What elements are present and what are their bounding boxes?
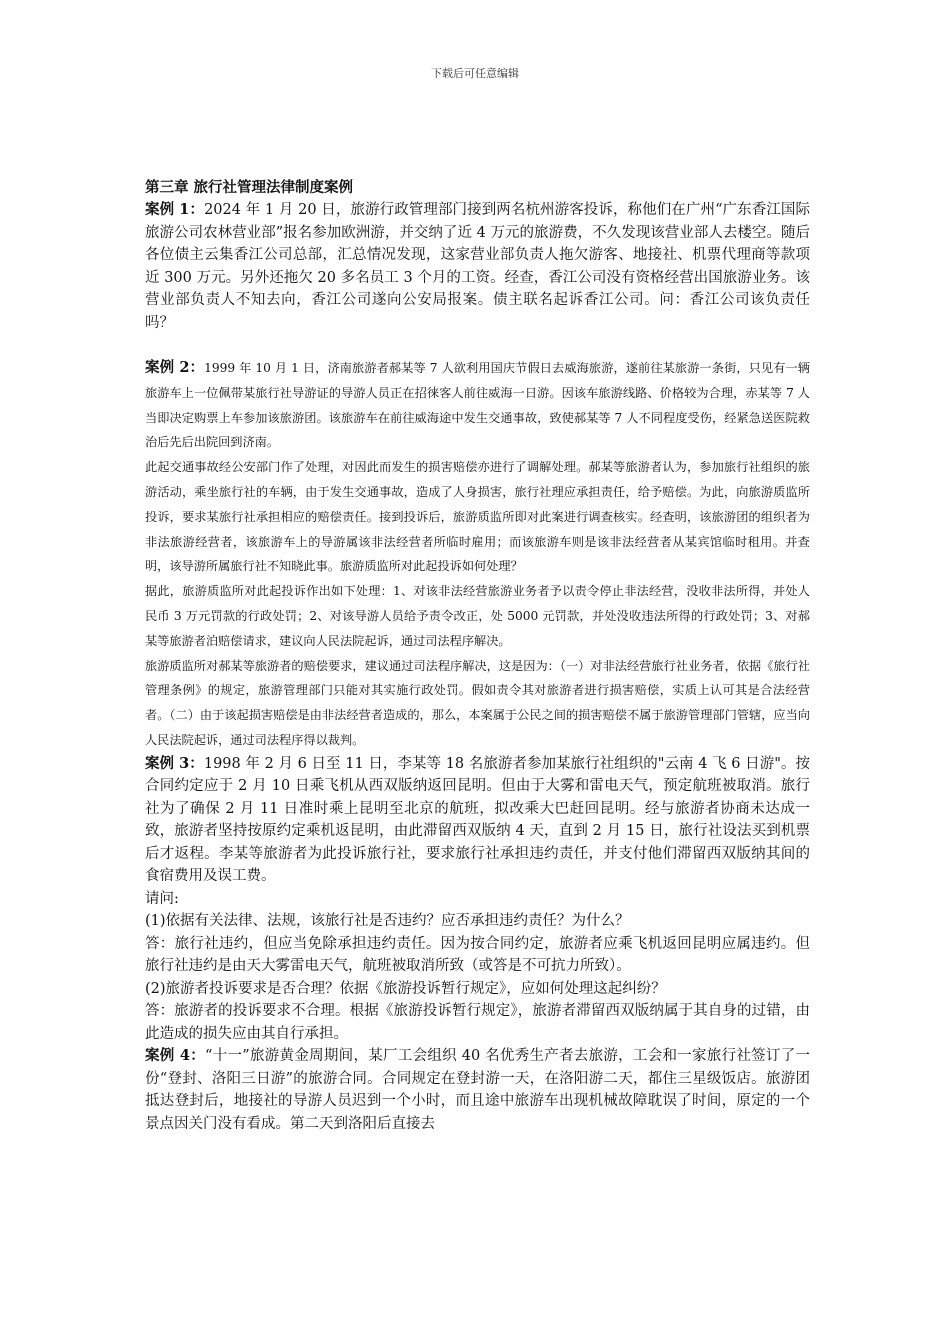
case-2-paragraph-1	[145, 356, 810, 455]
paragraph-gap	[145, 334, 810, 356]
case-3-label: 案例 3：	[145, 754, 204, 772]
case-3-question-2: (2)旅游者投诉要求是否合理？依据《旅游投诉暂行规定》，应如何处理这起纠纷？	[145, 980, 666, 997]
case-2-label: 案例 2：	[145, 359, 205, 376]
case-1-text: 2024 年 1 月 20 日，旅游行政管理部门接到两名杭州游客投诉，称他们在广州“广东香江国际旅游公司农林营业部”报名参加欧洲游，并交纳了近 4 万元的旅游费，不久发现该营业部人去楼空。随后各位债主云集香江公司总部，汇总情况发现，这家营业部负责人拖欠游客、地接社、机票代理商等款项近 300 万元。另外还拖欠 20 多名员工 3 个月的工资。经查，香江公司没有资格经营出国旅游业务。该营业部负责人不知去向，香江公司遂向公安局报案。债主联名起诉香江公司。问：香江公司该负责任吗？	[145, 202, 810, 331]
case-3-answer-2: 答：旅游者的投诉要求不合理。根据《旅游投诉暂行规定》，旅游者滞留西双版纳属于其自身的过错，由此造成的损失应由其自行承担。	[145, 1003, 810, 1042]
case-2-paragraph-2: 此起交通事故经公安部门作了处理，对因此而发生的损害赔偿亦进行了调解处理。郝某等旅游者认为，参加旅行社组织的旅游活动，乘坐旅行社的车辆，由于发生交通事故，造成了人身损害，旅行社理应承担责任，给予赔偿。为此，向旅游质监所投诉，要求某旅行社承担相应的赔偿责任。接到投诉后，旅游质监所即对此案进行调查核实。经查明，该旅游团的组织者为非法旅游经营者，该旅游车上的导游属该非法经营者所临时雇用；而该旅游车则是该非法经营者从某宾馆临时租用。并查明，该导游所属旅行社不知晓此事。旅游质监所对此起投诉如何处理？	[145, 460, 810, 574]
case-1-label: 案例 1：	[145, 201, 205, 218]
chapter-title: 第三章 旅行社管理法律制度案例	[145, 179, 354, 196]
case-3	[145, 753, 810, 888]
page-header: 下载后可任意编辑	[431, 67, 519, 80]
case-2-paragraph-4: 旅游质监所对郝某等旅游者的赔偿要求，建议通过司法程序解决，这是因为：（一）对非法经营旅行社业务者，依据《旅行社管理条例》的规定，旅游管理部门只能对其实施行政处罚。假如责令其对旅游者进行损害赔偿，实质上认可其是合法经营者。（二）由于该起损害赔偿是由非法经营者造成的，那么，本案属于公民之间的损害赔偿不属于旅游管理部门管辖，应当向人民法院起诉，通过司法程序得以裁判。	[145, 658, 810, 747]
case-3-ask: 请问:	[145, 890, 179, 907]
case-4-label: 案例 4：	[145, 1047, 206, 1065]
case-3-answer-1: 答：旅行社违约，但应当免除承担违约责任。因为按合同约定，旅游者应乘飞机返回昆明应属违约。但旅行社违约是由天大雾雷电天气，航班被取消所致（或答是不可抗力所致）。	[145, 935, 810, 975]
case-2-text-1: 1999 年 10 月 1 日，济南旅游者郝某等 7 人欲利用国庆节假日去威海旅游，遂前往某旅游一条街，只见有一辆旅游车上一位佩带某旅行社导游证的导游人员正在招徕客人前往威海一日游。因该车旅游线路、价格较为合理，赤某等 7 人当即决定购票上车参加该旅游团。该旅游车在前往威海途中发生交通事故，致使郝某等 7 人不同程度受伤，经紧急送医院救治后先后出院回到济南。	[145, 361, 810, 450]
case-4-text: “十一”旅游黄金周期间，某厂工会组织 40 名优秀生产者去旅游，工会和一家旅行社签订了一份“登封、洛阳三日游”的旅游合同。合同规定在登封游一天，在洛阳游二天，都住三星级饭店。旅游团抵达登封后，地接社的导游人员迟到一个小时，而且途中旅游车出现机械故障耽误了时间，原定的一个景点因关门没有看成。第二天到洛阳后直接去	[145, 1048, 810, 1132]
case-4	[145, 1045, 810, 1135]
case-3-question-1: (1)依据有关法律、法规，该旅行社是否违约？应否承担违约责任？为什么？	[145, 913, 630, 930]
case-3-text: 1998 年 2 月 6 日至 11 日，李某等 18 名旅游者参加某旅行社组织的"云南 4 飞 6 日游"。按合同约定应于 2 月 10 日乘飞机从西双版纳返回昆明。但由于大雾和雷电天气，预定航班被取消。旅行社为了确保 2 月 11 日准时乘上昆明至北京的航班，拟改乘大巴赶回昆明。经与旅游者协商未达成一致，旅游者坚持按原约定乘机返昆明，由此滞留西双版纳 4 天，直到 2 月 15 日，旅行社设法买到机票后才返程。李某等旅游者为此投诉旅行社，要求旅行社承担违约责任，并支付他们滞留西双版纳其间的食宿费用及误工费。	[145, 755, 810, 885]
document-body	[145, 177, 810, 1135]
case-1	[145, 199, 810, 334]
case-2-paragraph-3: 据此，旅游质监所对此起投诉作出如下处理：1、对该非法经营旅游业务者予以责令停止非法经营，没收非法所得，并处人民币 3 万元罚款的行政处罚；2、对该导游人员给予责令改正，处 5000 元罚款，并处没收违法所得的行政处罚；3、对郝某等旅游者泊赔偿请求，建议向人民法院起诉，通过司法程序解决。	[145, 584, 810, 648]
